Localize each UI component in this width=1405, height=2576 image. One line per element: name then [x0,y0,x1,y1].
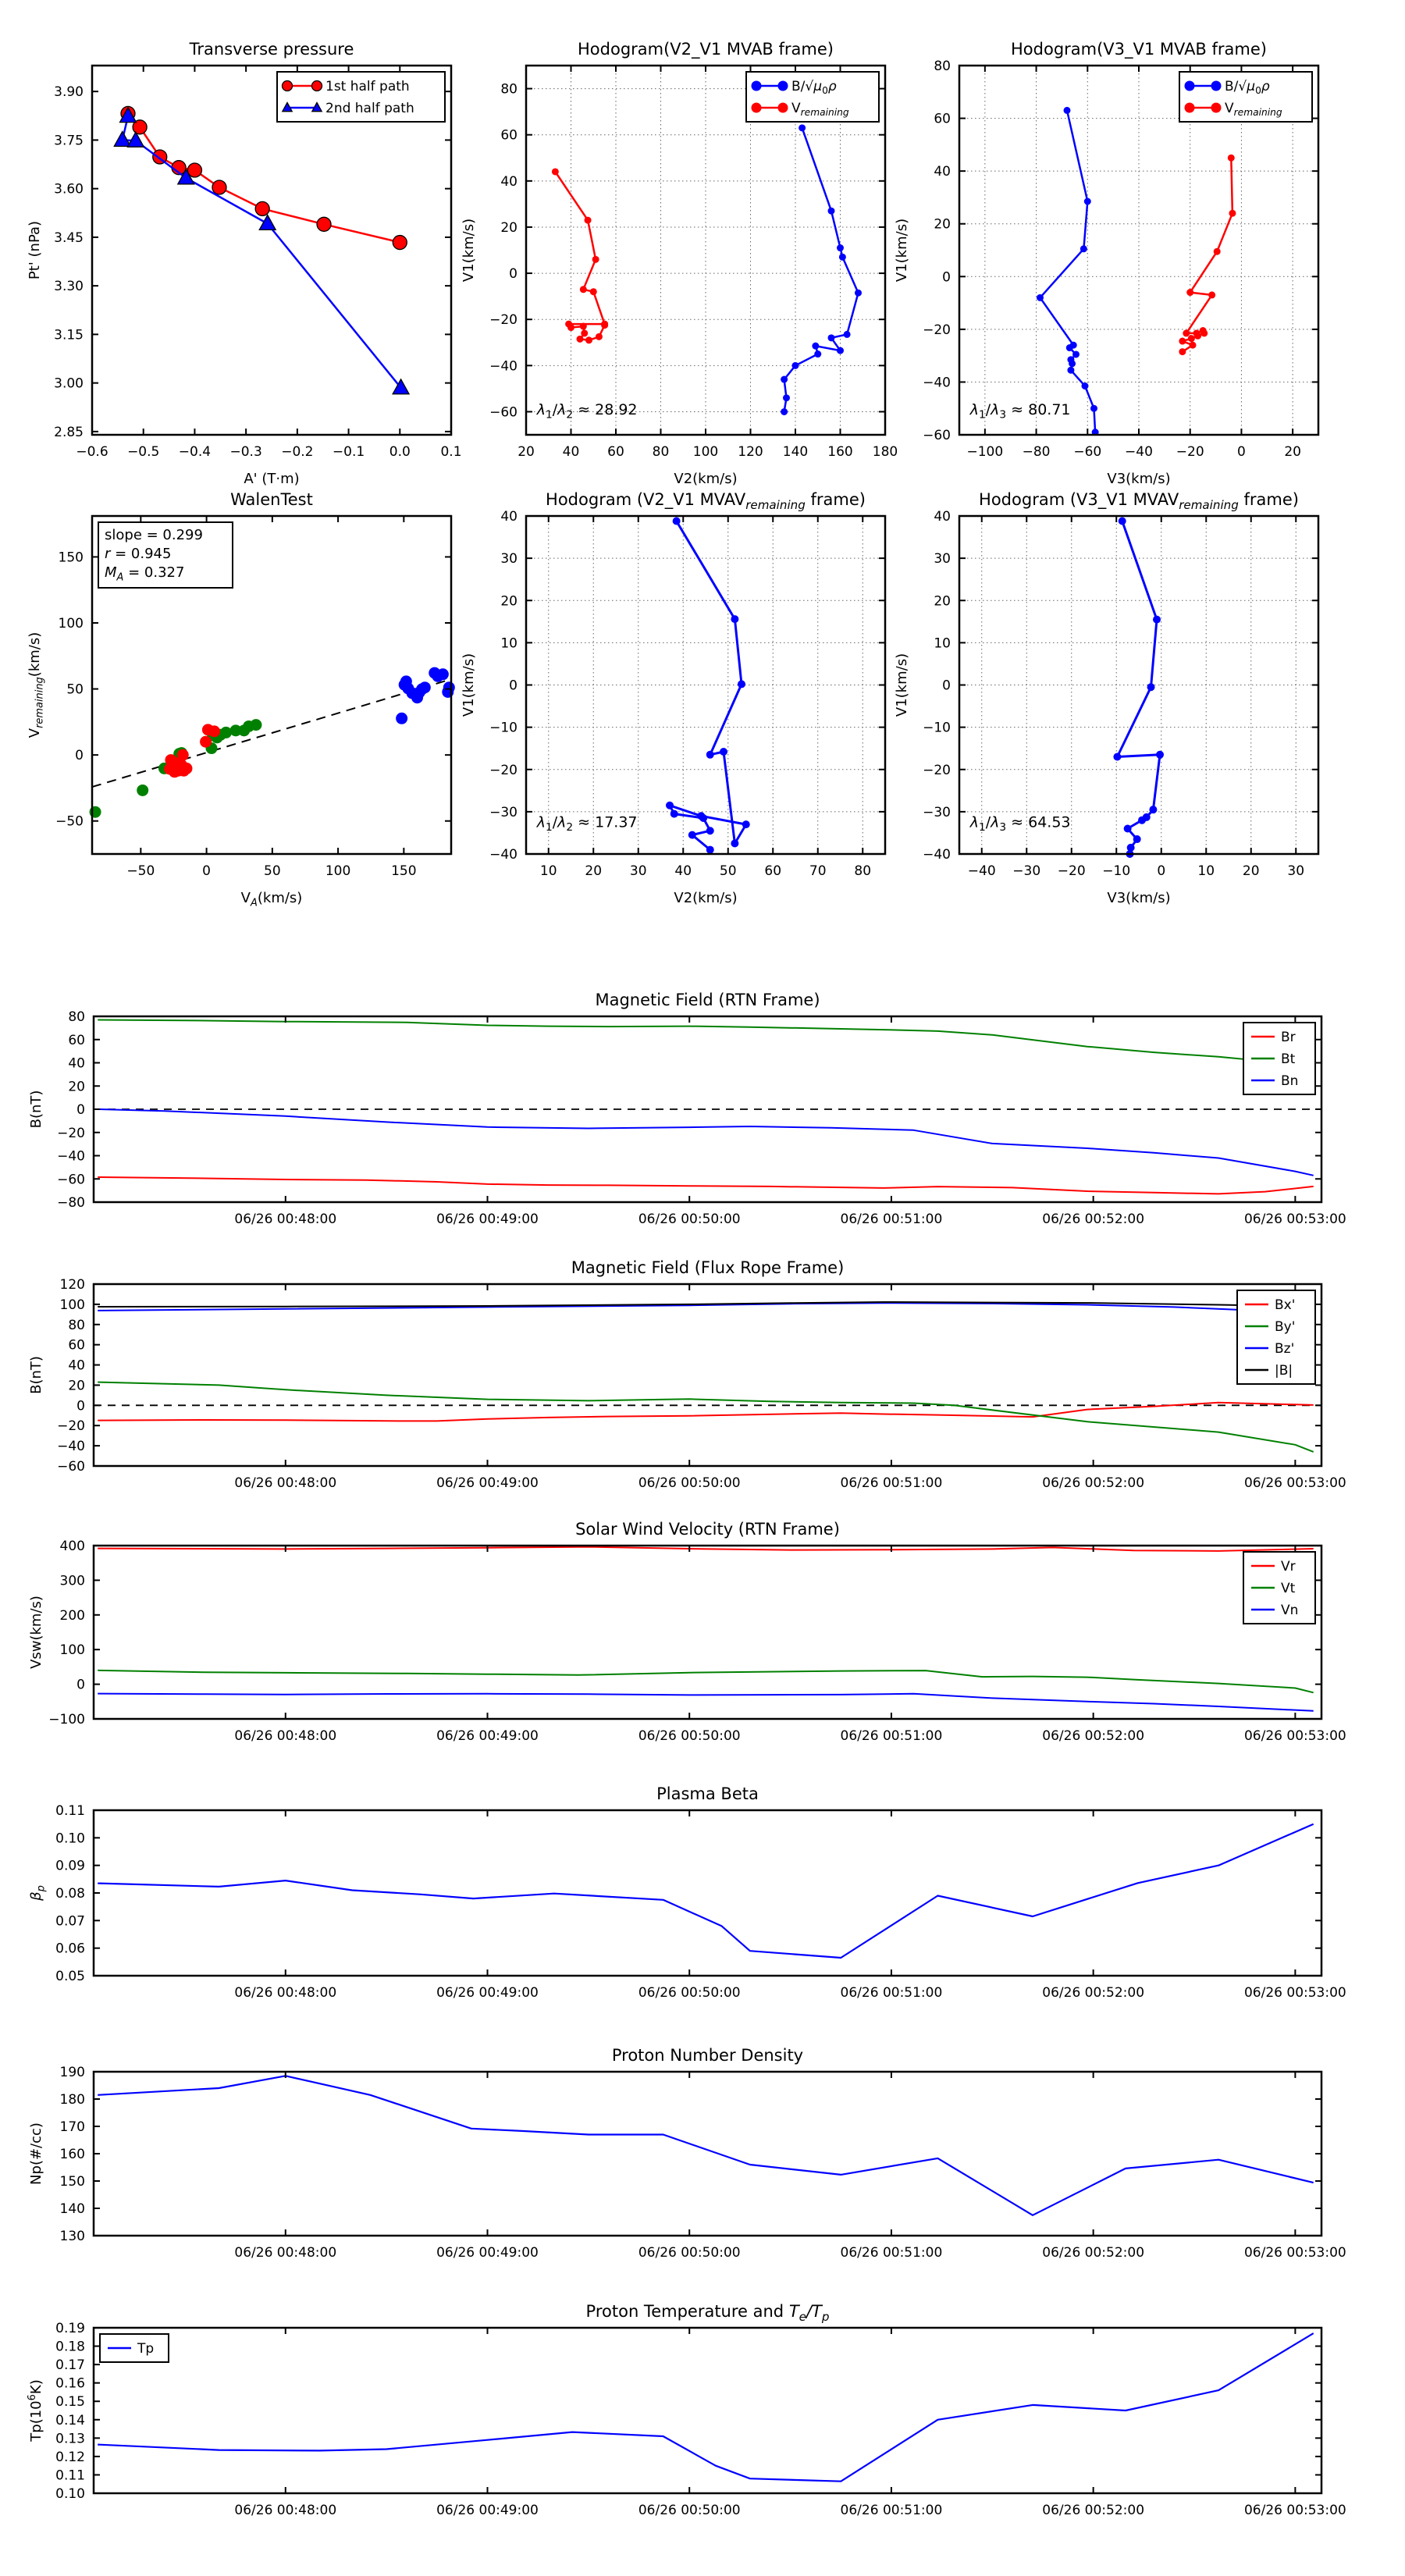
svg-text:100: 100 [325,863,351,879]
hodogram-v3v1-mvab-legend [1179,72,1312,122]
svg-text:40: 40 [500,173,518,190]
svg-text:−20: −20 [489,762,518,778]
svg-text:06/26 00:53:00: 06/26 00:53:00 [1243,1728,1346,1744]
svg-text:V1(km/s): V1(km/s) [461,218,477,283]
svg-text:−40: −40 [923,847,951,863]
svg-text:0.0: 0.0 [389,444,411,460]
svg-text:06/26 00:48:00: 06/26 00:48:00 [234,1728,337,1744]
svg-text:06/26 00:49:00: 06/26 00:49:00 [436,1212,539,1227]
svg-text:V2(km/s): V2(km/s) [674,890,738,906]
svg-text:V3(km/s): V3(km/s) [1107,471,1171,487]
svg-text:1st half path: 1st half path [325,79,410,94]
hodogram-v2v1-mvav [461,490,885,906]
svg-text:r = 0.945: r = 0.945 [105,546,172,562]
svg-text:0.18: 0.18 [55,2339,85,2355]
svg-text:0.19: 0.19 [55,2321,85,2336]
svg-text:0.1: 0.1 [440,444,462,460]
svg-text:λ1/λ3 ≈ 80.71: $\lambda_1/\lambda_3 \approx 80.71$ [969,400,1071,422]
svg-text:06/26 00:53:00: 06/26 00:53:00 [1243,1985,1346,2001]
svg-text:20: 20 [934,216,951,233]
proton-temperature-legend [100,2334,169,2362]
svg-text:V1(km/s): V1(km/s) [461,653,477,717]
svg-text:Vremaining: $V_{remaining}$ [791,101,849,119]
svg-text:−20: −20 [57,1125,85,1141]
svg-text:−20: −20 [1176,444,1204,460]
svg-text:06/26 00:48:00: 06/26 00:48:00 [234,1985,337,2001]
svg-text:50: 50 [719,863,737,879]
svg-text:40: 40 [674,863,692,879]
solar-wind-velocity [28,1520,1346,1744]
svg-text:B(nT): B(nT) [28,1356,44,1394]
svg-text:10: 10 [1197,863,1215,879]
svg-text:0: 0 [942,678,951,694]
svg-text:0: 0 [76,1102,85,1118]
svg-text:Br: Br [1281,1030,1296,1045]
svg-text:0: 0 [76,1398,85,1414]
svg-text:0.06: 0.06 [55,1941,85,1957]
svg-text:0.12: 0.12 [55,2449,85,2465]
walen-test [27,490,455,909]
svg-text:0: 0 [202,863,212,879]
svg-text:150: 150 [59,2174,85,2190]
svg-text:B/√μ0ρ: $B/√\mu_0\rho$ [791,79,837,97]
svg-text:0.15: 0.15 [55,2394,85,2411]
walen-test-series-fit [92,679,451,787]
svg-text:By': By' [1275,1319,1296,1335]
svg-text:60: 60 [607,444,624,460]
svg-text:06/26 00:51:00: 06/26 00:51:00 [840,1475,943,1491]
svg-text:−50: −50 [126,863,155,879]
svg-text:Bt: Bt [1281,1051,1296,1067]
svg-text:βp: $\beta_p$ [28,1885,48,1901]
svg-text:Tp(106K): $Tp(10^6K)$ [26,2379,44,2442]
svg-text:06/26 00:49:00: 06/26 00:49:00 [436,1728,539,1744]
svg-text:−100: −100 [966,444,1004,460]
hodogram-v2v1-mvab-series-V remaining [555,172,604,340]
svg-text:50: 50 [264,863,281,879]
svg-text:B/√μ0ρ: $B/√\mu_0\rho$ [1225,79,1270,97]
svg-text:−60: −60 [489,404,518,421]
svg-text:λ1/λ3 ≈ 64.53: $\lambda_1/\lambda_3 \approx 64.53$ [969,813,1071,834]
plasma-beta-series-beta_p [98,1824,1314,1958]
magnetic-field-rtn-series-Bt [98,1020,1314,1066]
svg-text:Hodogram(V2_V1 MVAB frame): Hodogram(V2_V1 MVAB frame) [578,40,834,59]
proton-number-density [28,2046,1346,2261]
svg-text:80: 80 [854,863,872,879]
svg-text:Np(#/cc): Np(#/cc) [28,2122,44,2185]
svg-text:Proton Number Density: Proton Number Density [611,2046,804,2065]
svg-text:06/26 00:48:00: 06/26 00:48:00 [234,1212,337,1227]
svg-text:06/26 00:48:00: 06/26 00:48:00 [234,2503,337,2518]
svg-text:−10: −10 [489,720,518,736]
svg-text:10: 10 [500,635,518,652]
svg-text:−0.3: −0.3 [229,444,262,460]
svg-text:06/26 00:50:00: 06/26 00:50:00 [638,1475,741,1491]
svg-text:−0.5: −0.5 [127,444,160,460]
svg-text:Proton Temperature and Te/Tp: Proton Temperature and $T_e/T_p$ [585,2302,830,2325]
svg-text:100: 100 [692,444,719,460]
svg-text:60: 60 [764,863,782,879]
svg-text:−60: −60 [57,1459,85,1475]
svg-text:V2(km/s): V2(km/s) [674,471,738,487]
svg-text:06/26 00:50:00: 06/26 00:50:00 [638,1212,741,1227]
svg-text:140: 140 [782,444,809,460]
svg-text:100: 100 [59,1642,85,1659]
svg-text:−100: −100 [48,1712,85,1727]
svg-text:06/26 00:52:00: 06/26 00:52:00 [1042,1985,1145,2001]
svg-text:0.10: 0.10 [55,1831,85,1847]
svg-text:40: 40 [500,509,518,525]
solar-wind-velocity-series-Vn [98,1694,1314,1711]
svg-text:Vremaining: $V_{remaining}$ [1225,101,1282,119]
svg-text:−20: −20 [923,762,951,778]
svg-text:0.16: 0.16 [55,2375,85,2392]
svg-text:06/26 00:53:00: 06/26 00:53:00 [1243,1475,1346,1491]
svg-text:40: 40 [68,1357,85,1374]
hodogram-v2v1-mvab-series-B/sqrt(mu0 rho) [784,128,859,412]
solar-wind-velocity-series-Vr [98,1547,1314,1551]
svg-text:10: 10 [934,635,951,652]
solar-wind-velocity-legend [1243,1552,1315,1624]
svg-text:−40: −40 [57,1439,85,1455]
svg-text:Bx': Bx' [1275,1297,1296,1313]
svg-text:06/26 00:52:00: 06/26 00:52:00 [1042,2503,1145,2518]
svg-text:λ1/λ2 ≈ 28.92: $\lambda_1/\lambda_2 \approx 28.92$ [536,400,638,422]
svg-text:180: 180 [59,2092,85,2108]
svg-text:0.11: 0.11 [55,1803,85,1819]
svg-text:A' (T·m): A' (T·m) [244,471,300,487]
svg-text:−30: −30 [923,804,951,820]
svg-text:2.85: 2.85 [54,424,84,440]
proton-temperature [27,2302,1346,2518]
svg-text:190: 190 [59,2065,85,2080]
svg-text:Transverse pressure: Transverse pressure [189,40,354,59]
svg-text:2nd half path: 2nd half path [325,101,414,116]
svg-text:60: 60 [500,127,518,144]
svg-text:170: 170 [59,2119,85,2135]
svg-text:06/26 00:50:00: 06/26 00:50:00 [638,2245,741,2261]
svg-text:0.17: 0.17 [55,2357,85,2374]
svg-text:VA(km/s): $V_A(km/s)$ [240,890,303,909]
svg-text:06/26 00:48:00: 06/26 00:48:00 [234,1475,337,1491]
svg-text:60: 60 [68,1032,85,1048]
svg-text:−60: −60 [1073,444,1102,460]
svg-text:−40: −40 [967,863,996,879]
svg-text:slope = 0.299: slope = 0.299 [105,527,203,543]
svg-text:Vn: Vn [1281,1603,1299,1618]
svg-text:06/26 00:51:00: 06/26 00:51:00 [840,2245,943,2261]
svg-text:80: 80 [500,81,518,98]
svg-text:−20: −20 [57,1418,85,1435]
svg-text:−0.1: −0.1 [332,444,365,460]
svg-text:06/26 00:51:00: 06/26 00:51:00 [840,2503,943,2518]
svg-text:Bn: Bn [1281,1073,1299,1089]
svg-text:0: 0 [1237,444,1246,460]
svg-text:40: 40 [934,509,951,525]
svg-text:60: 60 [68,1337,85,1354]
svg-text:400: 400 [59,1539,85,1554]
svg-text:100: 100 [59,1297,85,1313]
svg-text:20: 20 [585,863,603,879]
svg-text:150: 150 [58,550,84,566]
svg-text:3.30: 3.30 [54,279,84,295]
svg-text:3.45: 3.45 [54,229,84,246]
svg-text:80: 80 [652,444,670,460]
svg-text:0: 0 [942,269,951,286]
hodogram-v2v1-mvav-series-B hodogram [670,521,746,850]
svg-text:V3(km/s): V3(km/s) [1107,890,1171,906]
svg-text:20: 20 [518,444,535,460]
svg-text:80: 80 [934,59,951,74]
svg-text:06/26 00:49:00: 06/26 00:49:00 [436,1475,539,1491]
svg-text:70: 70 [809,863,827,879]
magnetic-field-flux-rope-series-By' [98,1382,1314,1452]
svg-text:06/26 00:52:00: 06/26 00:52:00 [1042,1475,1145,1491]
svg-text:Hodogram (V3_V1 MVAVremaining: Hodogram (V3_V1 $MVAV_{remaining}$ frame) [979,490,1299,513]
solar-wind-velocity-series-Vt [98,1670,1314,1693]
svg-text:0: 0 [509,678,518,694]
svg-text:WalenTest: WalenTest [230,490,313,509]
svg-text:60: 60 [934,111,951,127]
svg-text:−20: −20 [489,312,518,329]
svg-text:−20: −20 [1057,863,1086,879]
svg-text:|B|: |B| [1275,1363,1293,1379]
svg-text:100: 100 [58,616,84,632]
svg-text:06/26 00:53:00: 06/26 00:53:00 [1243,1212,1346,1227]
svg-text:Plasma Beta: Plasma Beta [656,1784,759,1803]
svg-text:20: 20 [1284,444,1301,460]
magnetic-field-flux-rope-legend [1237,1290,1315,1384]
svg-text:0: 0 [509,266,518,283]
svg-text:20: 20 [68,1079,85,1095]
svg-text:0.08: 0.08 [55,1886,85,1902]
svg-text:06/26 00:53:00: 06/26 00:53:00 [1243,2245,1346,2261]
svg-text:−30: −30 [489,804,518,820]
svg-text:−50: −50 [55,813,84,830]
hodogram-v3v1-mvab [894,40,1318,487]
svg-text:0.09: 0.09 [55,1858,85,1874]
svg-text:−0.2: −0.2 [281,444,314,460]
svg-text:0.14: 0.14 [55,2412,85,2428]
magnetic-field-flux-rope [28,1258,1346,1491]
svg-text:−10: −10 [1102,863,1131,879]
svg-text:−80: −80 [57,1195,85,1211]
svg-text:3.75: 3.75 [54,133,84,149]
svg-text:30: 30 [1287,863,1305,879]
svg-text:3.90: 3.90 [54,84,84,101]
svg-text:40: 40 [68,1055,85,1072]
svg-text:40: 40 [562,444,580,460]
svg-text:V1(km/s): V1(km/s) [894,218,910,283]
svg-text:Tp: Tp [137,2341,155,2357]
svg-text:06/26 00:53:00: 06/26 00:53:00 [1243,2503,1346,2518]
svg-text:06/26 00:51:00: 06/26 00:51:00 [840,1212,943,1227]
svg-text:20: 20 [68,1378,85,1394]
svg-text:120: 120 [738,444,763,460]
transverse-pressure-legend [277,72,445,122]
svg-text:−40: −40 [57,1148,85,1165]
svg-text:−20: −20 [923,322,951,338]
svg-text:−40: −40 [489,847,518,863]
svg-text:180: 180 [872,444,898,460]
svg-text:20: 20 [500,219,518,236]
svg-text:06/26 00:51:00: 06/26 00:51:00 [840,1728,943,1744]
svg-text:MA = 0.327: $M_A = 0.327$ [105,564,185,584]
svg-text:300: 300 [59,1573,85,1589]
magnetic-field-rtn-legend [1243,1023,1315,1094]
hodogram-v2v1-mvab-legend [746,72,879,122]
svg-text:−60: −60 [923,428,951,443]
svg-text:30: 30 [500,551,518,568]
svg-text:06/26 00:52:00: 06/26 00:52:00 [1042,1728,1145,1744]
svg-text:0: 0 [75,748,84,764]
svg-text:B(nT): B(nT) [28,1090,44,1129]
svg-text:06/26 00:49:00: 06/26 00:49:00 [436,2503,539,2518]
svg-text:0.07: 0.07 [55,1913,85,1930]
svg-text:120: 120 [59,1277,85,1293]
hodogram-v3v1-mvav [894,490,1318,906]
svg-text:10: 10 [539,863,557,879]
svg-text:Solar Wind Velocity (RTN Frame: Solar Wind Velocity (RTN Frame) [575,1520,840,1539]
svg-text:06/26 00:48:00: 06/26 00:48:00 [234,2245,337,2261]
plasma-beta [28,1784,1346,2001]
svg-text:40: 40 [934,164,951,180]
svg-text:3.00: 3.00 [54,375,84,392]
svg-text:−10: −10 [923,720,951,736]
svg-text:Magnetic Field (RTN Frame): Magnetic Field (RTN Frame) [595,991,820,1009]
proton-number-density-series-Np [98,2076,1314,2215]
svg-text:Pt' (nPa): Pt' (nPa) [27,220,43,280]
svg-text:200: 200 [59,1607,85,1624]
svg-text:06/26 00:52:00: 06/26 00:52:00 [1042,2245,1145,2261]
svg-text:0: 0 [1157,863,1166,879]
svg-text:160: 160 [59,2147,85,2162]
svg-text:06/26 00:50:00: 06/26 00:50:00 [638,1728,741,1744]
svg-text:30: 30 [629,863,647,879]
hodogram-v2v1-mvab [461,40,898,487]
svg-text:Magnetic Field (Flux Rope Fram: Magnetic Field (Flux Rope Frame) [571,1258,845,1277]
svg-text:Bz': Bz' [1275,1341,1295,1357]
svg-text:−80: −80 [1022,444,1051,460]
svg-text:−40: −40 [923,375,951,391]
svg-text:140: 140 [59,2201,85,2217]
svg-text:150: 150 [391,863,417,879]
svg-text:Hodogram (V2_V1 MVAVremaining: Hodogram (V2_V1 $MVAV_{remaining}$ frame) [546,490,866,513]
svg-text:160: 160 [827,444,853,460]
svg-text:3.15: 3.15 [54,327,84,343]
svg-text:−0.4: −0.4 [178,444,212,460]
svg-text:06/26 00:50:00: 06/26 00:50:00 [638,2503,741,2518]
svg-text:130: 130 [59,2229,85,2244]
svg-text:50: 50 [66,681,84,698]
svg-text:06/26 00:51:00: 06/26 00:51:00 [840,1985,943,2001]
svg-text:06/26 00:49:00: 06/26 00:49:00 [436,1985,539,2001]
magnetic-field-flux-rope-series-Bz' [98,1303,1314,1320]
svg-text:0.13: 0.13 [55,2431,85,2447]
proton-temperature-series-Tp [98,2333,1314,2482]
svg-text:Vr: Vr [1281,1559,1296,1574]
svg-text:0.05: 0.05 [55,1969,85,1984]
svg-text:V1(km/s): V1(km/s) [894,653,910,717]
svg-text:−60: −60 [57,1172,85,1188]
svg-text:0.10: 0.10 [55,2486,85,2502]
svg-text:20: 20 [1242,863,1260,879]
svg-text:−40: −40 [489,358,518,375]
svg-text:Hodogram(V3_V1 MVAB frame): Hodogram(V3_V1 MVAB frame) [1011,40,1267,59]
svg-text:06/26 00:52:00: 06/26 00:52:00 [1042,1212,1145,1227]
svg-text:Vsw(km/s): Vsw(km/s) [28,1596,44,1669]
svg-text:3.60: 3.60 [54,181,84,197]
svg-text:−0.6: −0.6 [76,444,108,460]
svg-text:−30: −30 [1012,863,1041,879]
svg-text:−40: −40 [1125,444,1153,460]
svg-text:Vremaining(km/s): $V_{remaining}(km/s)$ [27,632,46,738]
magnetic-field-rtn-series-Br [98,1177,1314,1194]
magnetic-field-rtn-series-Bn [98,1109,1314,1176]
svg-text:06/26 00:50:00: 06/26 00:50:00 [638,1985,741,2001]
svg-text:30: 30 [934,551,951,568]
svg-text:20: 20 [500,593,518,610]
svg-text:06/26 00:49:00: 06/26 00:49:00 [436,2245,539,2261]
svg-text:0.11: 0.11 [55,2467,85,2484]
magnetic-field-rtn [28,991,1346,1227]
svg-text:0: 0 [76,1677,85,1693]
svg-text:λ1/λ2 ≈ 17.37: $\lambda_1/\lambda_2 \approx 17.37$ [536,813,638,834]
svg-text:80: 80 [68,1009,85,1025]
transverse-pressure [27,40,462,487]
svg-text:Vt: Vt [1281,1581,1296,1596]
svg-text:80: 80 [68,1317,85,1333]
svg-text:20: 20 [934,593,951,610]
